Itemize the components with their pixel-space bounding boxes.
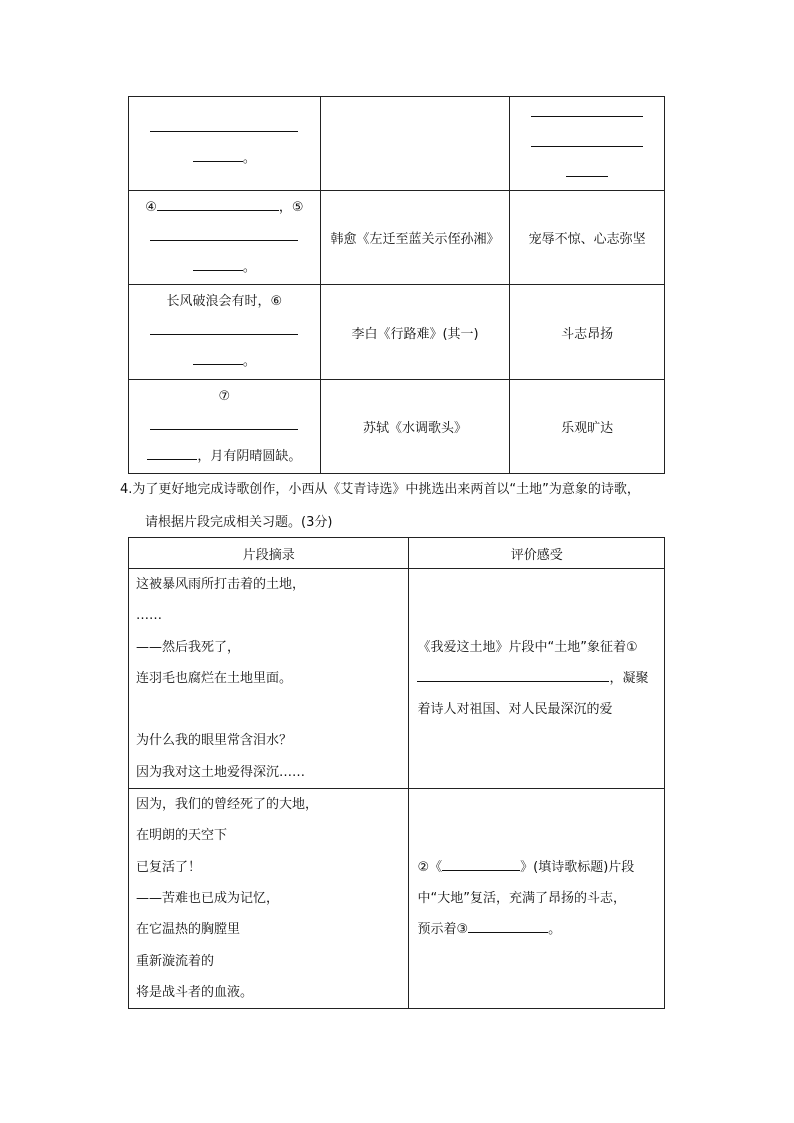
question-4-prompt: 4.为了更好地完成诗歌创作，小西从《艾青诗选》中挑选出来两首以“土地”为意象的诗歌， — [120, 482, 640, 497]
eval-line — [417, 852, 664, 883]
answer-blank[interactable] — [150, 117, 298, 132]
poem-line: ——然后我死了， — [136, 639, 241, 655]
poem-line: …… — [136, 608, 162, 624]
answer-blank[interactable] — [442, 856, 520, 871]
poem-line: 这被暴风雨所打击着的土地， — [136, 577, 306, 592]
poem-line: 因为我对这土地爱得深沉…… — [136, 764, 306, 780]
answer-blank[interactable] — [531, 132, 643, 147]
answer-blank[interactable] — [157, 196, 279, 211]
fragment-header-row — [129, 538, 665, 569]
poem-line: 已复活了！ — [136, 859, 202, 875]
eval-text: 。 — [548, 922, 562, 938]
eval-text: 预示着③ — [417, 922, 469, 938]
poem-line: 因为，我们的曾经死了的大地， — [136, 797, 319, 813]
answer-blank[interactable] — [531, 102, 643, 117]
answer-blank[interactable] — [193, 350, 243, 365]
poem-row — [129, 191, 665, 285]
eval-line — [417, 663, 664, 694]
evaluation-cell — [409, 569, 665, 789]
emotion-cell: 宠辱不惊、心志弥坚 — [510, 191, 665, 285]
fill-text: 。 — [242, 150, 256, 166]
evaluation-cell — [409, 789, 665, 1009]
fill-text: 。 — [242, 354, 256, 369]
eval-text: 》(填诗歌标题)片段 — [520, 860, 635, 876]
eval-text: ②《 — [417, 860, 443, 876]
source-cell: 李白《行路难》(其一) — [320, 285, 510, 380]
fragment-row — [129, 569, 665, 789]
poem-row — [129, 285, 665, 380]
poem-row — [129, 380, 665, 474]
fragment-table — [128, 537, 665, 1009]
answer-blank[interactable] — [193, 147, 243, 162]
fill-text: ，月有阴晴圆缺。 — [197, 448, 302, 464]
answer-blank[interactable] — [150, 226, 298, 241]
answer-blank[interactable] — [566, 162, 608, 177]
fill-text: 。 — [242, 259, 256, 275]
poem-line: ——苦难也已成为记忆， — [136, 890, 280, 906]
emotion-cell: 斗志昂扬 — [510, 285, 665, 380]
fill-text: 长风破浪会有时，⑥ — [166, 294, 283, 309]
fill-cell — [129, 97, 321, 191]
emotion-cell — [510, 97, 665, 191]
eval-line: 着诗人对祖国、对人民最深沉的爱 — [417, 702, 613, 718]
poem-line: 将是战斗者的血液。 — [136, 984, 254, 1000]
fill-text: ④ — [145, 199, 157, 215]
source-cell — [320, 97, 510, 191]
source-cell: 韩愈《左迁至蓝关示侄孙湘》 — [320, 191, 510, 285]
fragment-row — [129, 789, 665, 1009]
answer-blank[interactable] — [150, 320, 298, 335]
emotion-cell: 乐观旷达 — [510, 380, 665, 474]
poem-line — [136, 694, 408, 725]
eval-line: 《我爱这土地》片段中“土地”象征着① — [417, 640, 638, 656]
poem-table — [128, 96, 665, 474]
poem-line: 重新漩流着的 — [136, 953, 215, 969]
fill-cell — [129, 191, 321, 285]
answer-blank[interactable] — [147, 445, 197, 460]
fill-cell — [129, 380, 321, 474]
fill-text: ，⑤ — [278, 199, 304, 215]
excerpt-cell — [129, 569, 409, 789]
question-4-instruction: 请根据片段完成相关习题。(3分) — [145, 515, 333, 530]
poem-line: 连羽毛也腐烂在土地里面。 — [136, 670, 293, 686]
answer-blank[interactable] — [193, 256, 243, 271]
eval-line — [417, 914, 664, 945]
answer-blank[interactable] — [150, 415, 298, 430]
poem-line: 在它温热的胸膛里 — [136, 922, 241, 938]
eval-text: ，凝聚 — [609, 671, 649, 687]
excerpt-cell — [129, 789, 409, 1009]
poem-line: 在明朗的天空下 — [136, 828, 228, 844]
eval-line: 中“大地”复活，充满了昂扬的斗志， — [417, 891, 626, 907]
header-excerpt: 片段摘录 — [129, 538, 409, 569]
answer-blank[interactable] — [468, 918, 548, 933]
fill-text: ⑦ — [218, 388, 231, 404]
poem-row — [129, 97, 665, 191]
source-cell: 苏轼《水调歌头》 — [320, 380, 510, 474]
poem-line: 为什么我的眼里常含泪水？ — [136, 733, 293, 749]
fill-cell — [129, 285, 321, 380]
header-evaluation: 评价感受 — [409, 538, 665, 569]
answer-blank[interactable] — [417, 667, 609, 682]
